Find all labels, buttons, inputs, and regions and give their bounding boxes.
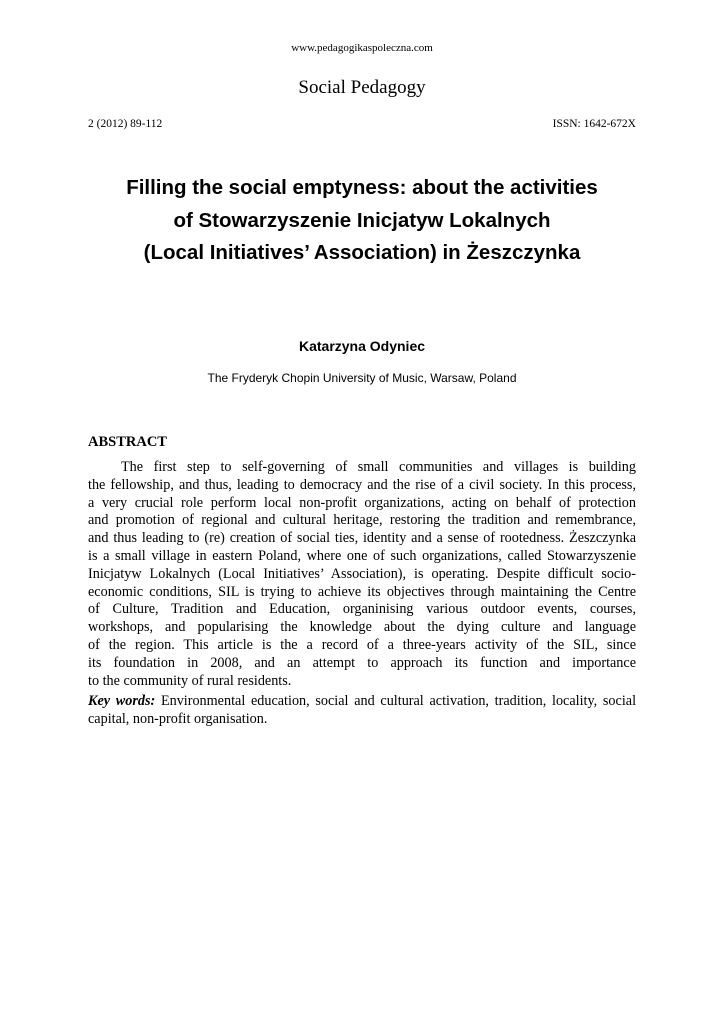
article-title — [60, 172, 664, 270]
title-line-3: (Local Initiatives’ Association) in Żeszczynka — [143, 241, 581, 264]
keywords-label-colon: : — [150, 693, 156, 709]
keywords-label — [88, 693, 155, 709]
abstract-line: the fellowship, and thus, leading to democracy and the rise of a civil society. In this process, — [88, 476, 636, 493]
issue-info: 2 (2012) 89-112 — [88, 118, 163, 130]
abstract-line: and promotion of regional and cultural heritage, restoring the tradition and remembrance, — [88, 512, 636, 529]
keywords-label-text: Key words — [88, 693, 151, 709]
abstract-line: to the community of rural residents. — [88, 672, 292, 689]
abstract-line: is a small village in eastern Poland, where one of such organizations, called Stowarzyszenie — [88, 547, 636, 564]
abstract-line: Inicjatyw Lokalnych (Local Initiatives’ Association), is operating. Despite difficult socio- — [88, 565, 636, 582]
abstract-line: economic conditions, SIL is trying to achieve its objectives through maintaining the Centre — [88, 583, 636, 600]
issn: ISSN: 1642-672X — [552, 118, 636, 130]
abstract-body — [88, 459, 636, 690]
abstract-line: its foundation in 2008, and an attempt to approach its function and importance — [88, 654, 636, 671]
keywords-text-1: Environmental education, social and cultural activation, tradition, locality, social — [155, 693, 637, 709]
title-line-2: of Stowarzyszenie Inicjatyw Lokalnych — [173, 208, 551, 232]
keywords-line-1 — [88, 692, 636, 710]
author-name: Katarzyna Odyniec — [298, 338, 426, 354]
abstract-heading: ABSTRACT — [88, 434, 167, 450]
abstract-line: a very crucial role perform local non-profit organizations, acting on behalf of protection — [88, 494, 636, 511]
keywords-line-2: capital, non-profit organisation. — [88, 711, 268, 727]
journal-name: Social Pedagogy — [298, 77, 426, 98]
journal-website: www.pedagogikaspoleczna.com — [291, 42, 433, 54]
abstract-line: The first step to self-governing of small communities and villages is building — [121, 459, 636, 475]
abstract-line: of Culture, Tradition and Education, organinising various outdoor events, courses, — [88, 601, 636, 618]
abstract-line: workshops, and popularising the knowledge about the dying culture and language — [88, 619, 636, 636]
title-line-1: Filling the social emptyness: about the activities — [126, 176, 598, 199]
author-affiliation: The Fryderyk Chopin University of Music, Warsaw, Poland — [207, 371, 517, 385]
keywords-section — [88, 692, 636, 728]
abstract-line: of the region. This article is the a record of a three-years activity of the SIL, since — [88, 636, 636, 653]
abstract-line: and thus leading to (re) creation of social ties, identity and a sense of rootedness. Żeszczynka — [88, 530, 636, 547]
